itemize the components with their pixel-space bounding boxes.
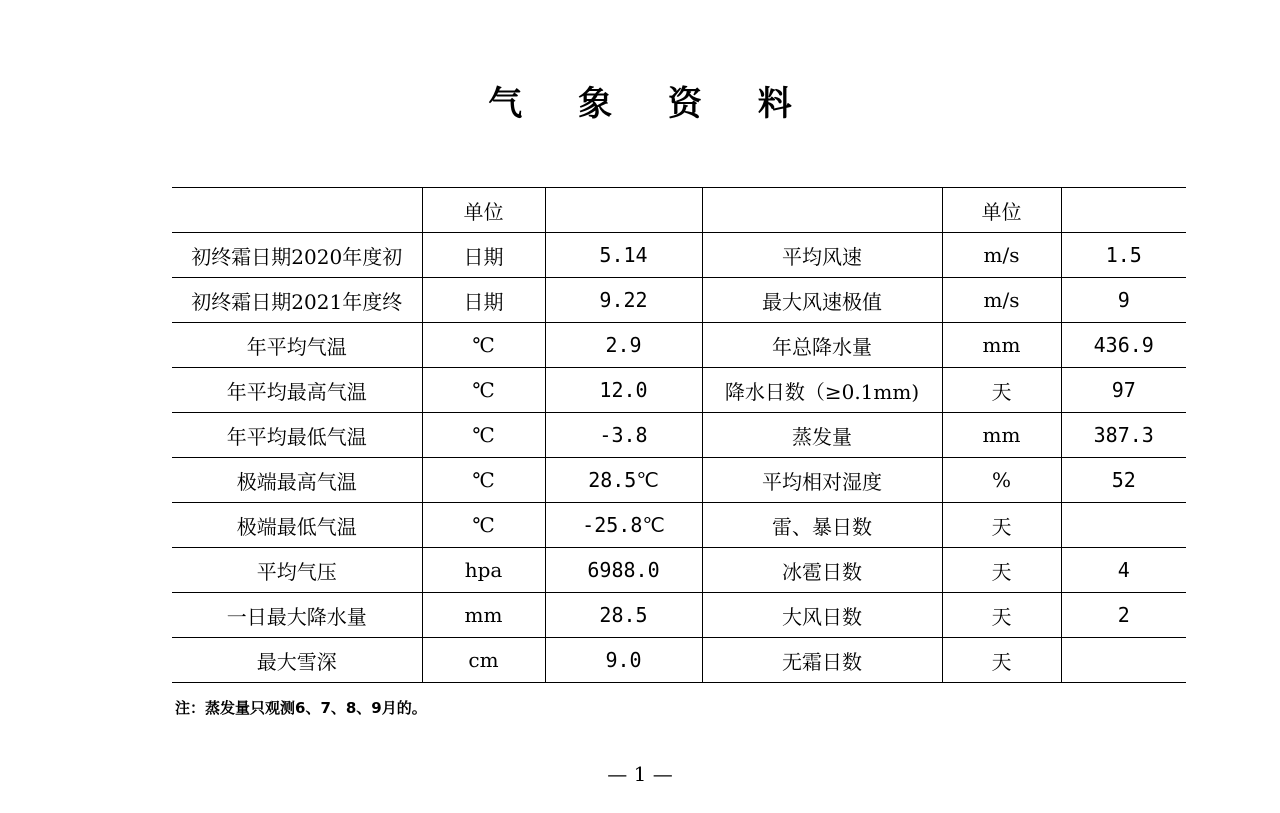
value-cell: 2.9 [545, 323, 702, 368]
item-label: 初终霜日期2020年度初 [172, 233, 422, 278]
table-row [172, 233, 1186, 278]
header-cell-item-right [702, 188, 942, 233]
unit-cell: 天 [942, 593, 1061, 638]
value-cell: 436.9 [1061, 323, 1186, 368]
table-row [172, 278, 1186, 323]
unit-cell: 天 [942, 548, 1061, 593]
value-cell: 28.5 [545, 593, 702, 638]
value-cell: 387.3 [1061, 413, 1186, 458]
unit-cell: 日期 [422, 278, 545, 323]
value-cell: 5.14 [545, 233, 702, 278]
unit-cell: hpa [422, 548, 545, 593]
value-cell: 9.22 [545, 278, 702, 323]
value-cell: 9.0 [545, 638, 702, 683]
value-cell [1061, 638, 1186, 683]
item-label: 冰雹日数 [702, 548, 942, 593]
item-label: 蒸发量 [702, 413, 942, 458]
value-cell: 6988.0 [545, 548, 702, 593]
item-label: 平均相对湿度 [702, 458, 942, 503]
table-row [172, 368, 1186, 413]
item-label: 年总降水量 [702, 323, 942, 368]
item-label: 降水日数（≥0.1mm) [702, 368, 942, 413]
unit-cell: ℃ [422, 368, 545, 413]
value-cell: -25.8℃ [545, 503, 702, 548]
item-label: 极端最低气温 [172, 503, 422, 548]
unit-cell: 天 [942, 638, 1061, 683]
table-row [172, 638, 1186, 683]
footnote: 注：蒸发量只观测6、7、8、9月的。 [175, 699, 427, 717]
item-label: 初终霜日期2021年度终 [172, 278, 422, 323]
unit-cell: cm [422, 638, 545, 683]
unit-cell: 日期 [422, 233, 545, 278]
unit-cell: m/s [942, 233, 1061, 278]
unit-cell: ℃ [422, 323, 545, 368]
header-cell-item-left [172, 188, 422, 233]
value-cell: -3.8 [545, 413, 702, 458]
value-cell [1061, 503, 1186, 548]
unit-cell: mm [942, 323, 1061, 368]
item-label: 年平均最高气温 [172, 368, 422, 413]
table-row [172, 503, 1186, 548]
item-label: 平均气压 [172, 548, 422, 593]
value-cell: 4 [1061, 548, 1186, 593]
value-cell: 1.5 [1061, 233, 1186, 278]
item-label: 雷、暴日数 [702, 503, 942, 548]
table-header-row [172, 188, 1186, 233]
table-row [172, 413, 1186, 458]
item-label: 极端最高气温 [172, 458, 422, 503]
table-row [172, 458, 1186, 503]
unit-cell: mm [422, 593, 545, 638]
item-label: 年平均最低气温 [172, 413, 422, 458]
item-label: 最大雪深 [172, 638, 422, 683]
header-cell-value-left [545, 188, 702, 233]
value-cell: 97 [1061, 368, 1186, 413]
header-cell-unit-right: 单位 [942, 188, 1061, 233]
item-label: 大风日数 [702, 593, 942, 638]
item-label: 平均风速 [702, 233, 942, 278]
page-number: — 1 — [607, 762, 673, 786]
item-label: 一日最大降水量 [172, 593, 422, 638]
unit-cell: ℃ [422, 503, 545, 548]
table-row [172, 548, 1186, 593]
table-row [172, 593, 1186, 638]
unit-cell: 天 [942, 503, 1061, 548]
value-cell: 52 [1061, 458, 1186, 503]
header-cell-unit-left: 单位 [422, 188, 545, 233]
table-row [172, 323, 1186, 368]
item-label: 无霜日数 [702, 638, 942, 683]
header-cell-value-right [1061, 188, 1186, 233]
value-cell: 28.5℃ [545, 458, 702, 503]
unit-cell: mm [942, 413, 1061, 458]
unit-cell: ℃ [422, 413, 545, 458]
value-cell: 2 [1061, 593, 1186, 638]
unit-cell: m/s [942, 278, 1061, 323]
item-label: 年平均气温 [172, 323, 422, 368]
unit-cell: ℃ [422, 458, 545, 503]
weather-data-table [172, 187, 1186, 683]
document-title: 气 象 资 料 [488, 84, 814, 124]
item-label: 最大风速极值 [702, 278, 942, 323]
unit-cell: 天 [942, 368, 1061, 413]
value-cell: 12.0 [545, 368, 702, 413]
value-cell: 9 [1061, 278, 1186, 323]
unit-cell: % [942, 458, 1061, 503]
